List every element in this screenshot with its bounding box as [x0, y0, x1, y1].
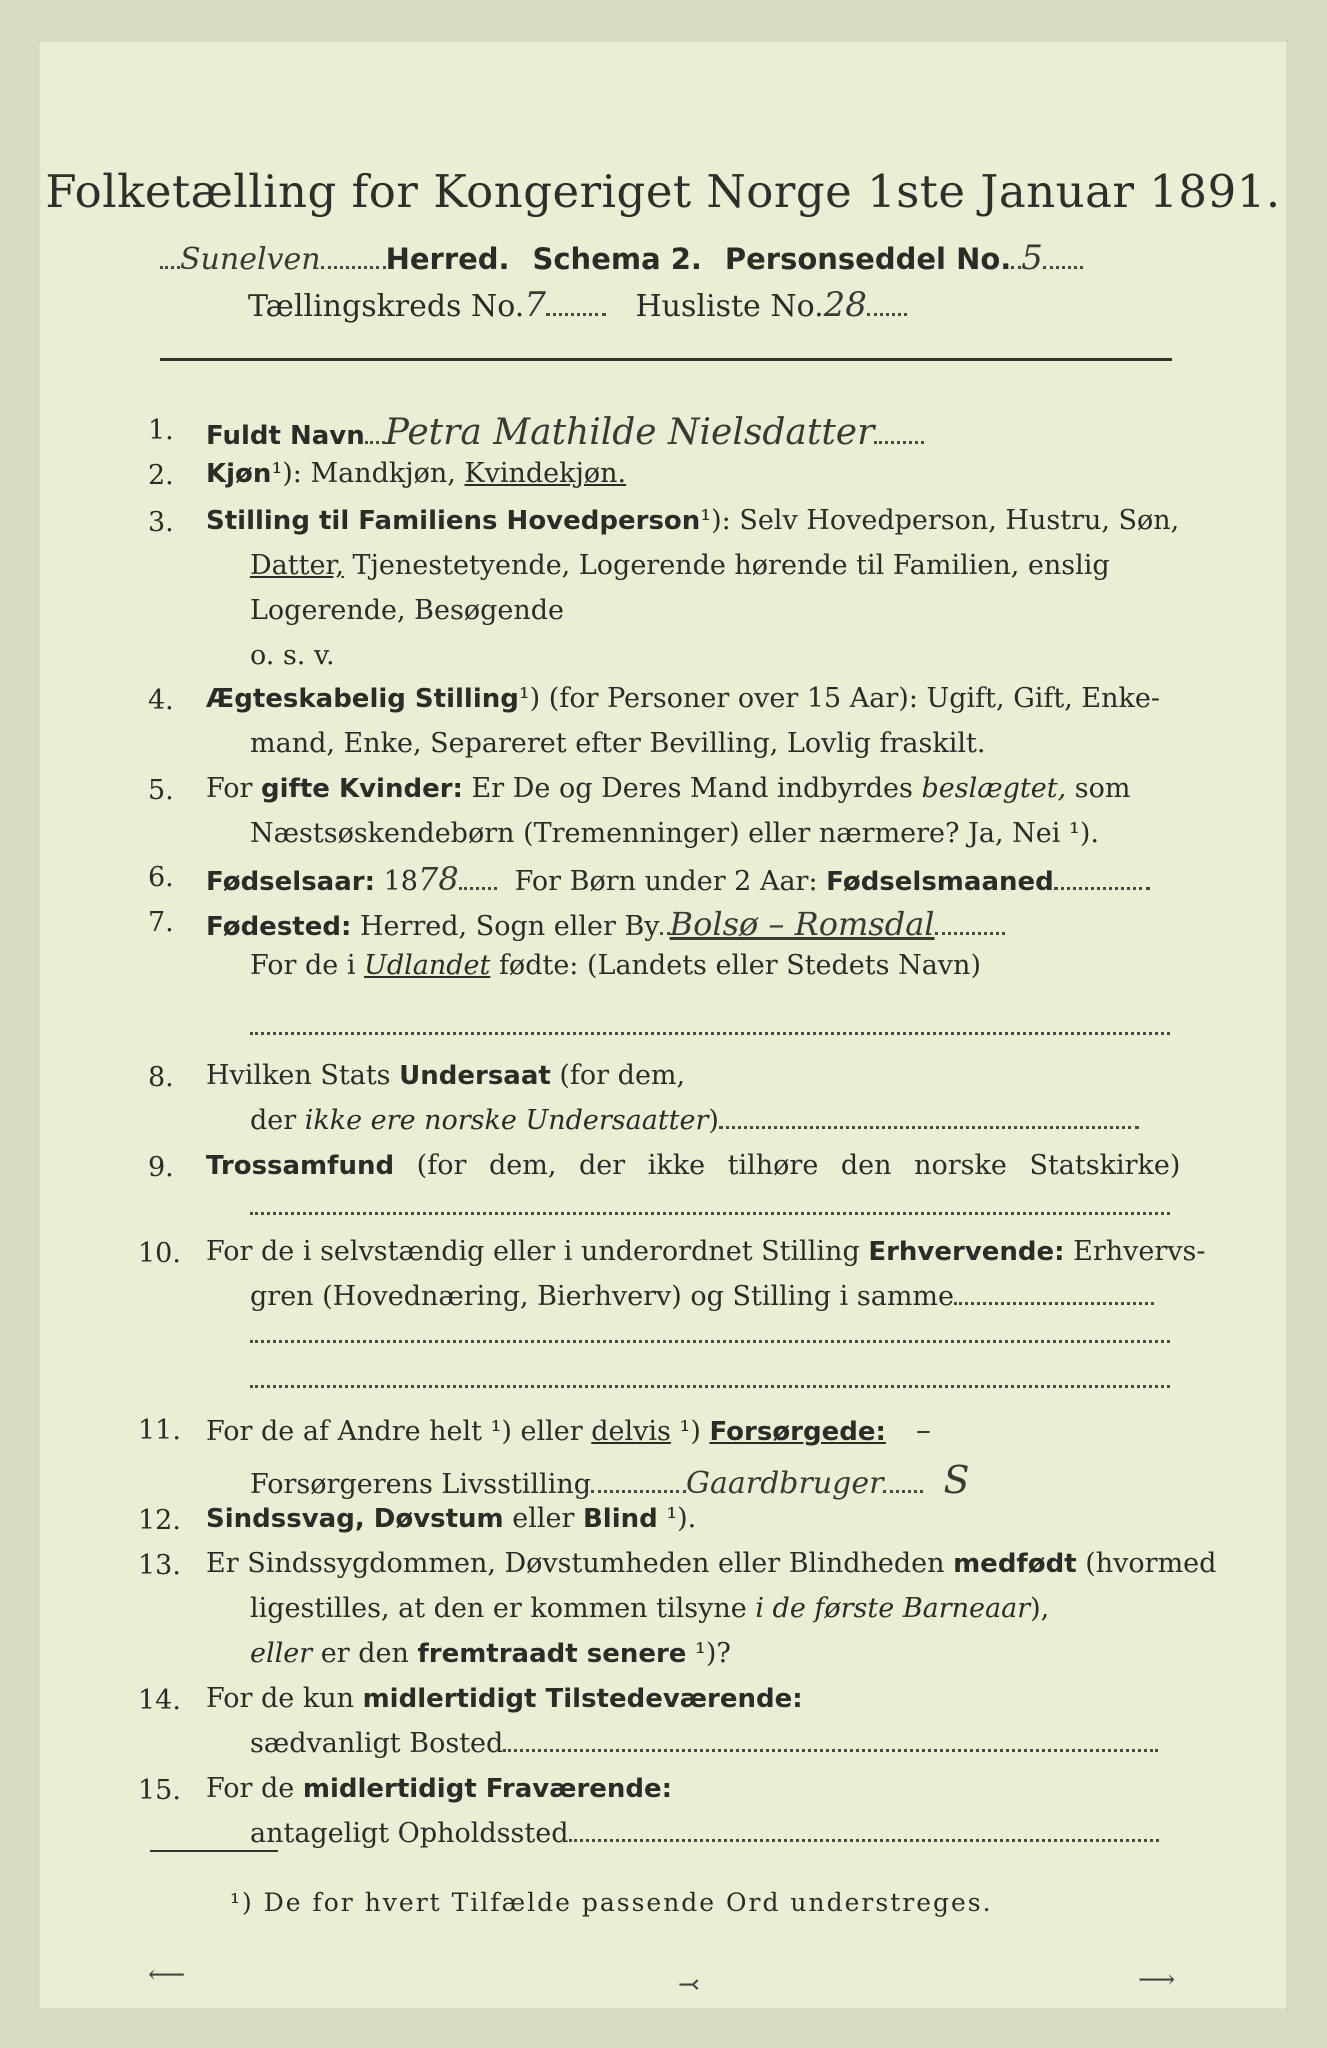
item-9-line-1: Trossamfund (for dem, der ikke tilhøre den norske Statskirke): [206, 1150, 1181, 1181]
item-13-line-3: eller er den fremtraadt senere ¹)?: [250, 1638, 731, 1669]
item-6-value: 78: [417, 860, 459, 898]
item-3-label: Stilling til Familiens Hovedperson: [206, 506, 701, 536]
item-11-line-1: For de af Andre helt ¹) eller delvis ¹) Forsørgede: –: [206, 1413, 931, 1448]
item-2-gender: Kjøn¹): Mandkjøn, Kvindekjøn.: [206, 458, 627, 489]
item-14-label: midlertidigt Tilstedeværende:: [362, 1684, 803, 1714]
item-13-line-1: Er Sindssygdommen, Døvstumheden eller Blindheden medfødt (hvormed: [206, 1548, 1217, 1579]
item-8-line-1: Hvilken Stats Undersaat (for dem,: [206, 1060, 686, 1091]
item-6-number: 6.: [148, 862, 174, 893]
census-form-page: [38, 40, 1288, 2010]
item-15-number: 15.: [138, 1775, 181, 1806]
item-6-label-2: Fødselsmaaned: [826, 867, 1054, 897]
item-15-line-2: antageligt Opholdssted: [250, 1818, 1159, 1849]
item-3-line-1: Stilling til Familiens Hovedperson¹): Selv Hovedperson, Hustru, Søn,: [206, 505, 1180, 536]
herred-value: Sunelven: [180, 242, 321, 277]
footnote-rule: [150, 1850, 278, 1852]
item-7-value: Bolsø – Romsdal: [669, 905, 935, 943]
item-14-number: 14.: [138, 1685, 181, 1716]
item-13-line-2: ligestilles, at den er kommen tilsyne i de første Barneaar),: [250, 1593, 1050, 1624]
item-9-number: 9.: [148, 1152, 174, 1183]
item-5-line-1: For gifte Kvinder: Er De og Deres Mand indbyrdes beslægtet, som: [206, 773, 1131, 804]
item-3-number: 3.: [148, 507, 174, 538]
item-9-blank-line: [250, 1212, 1170, 1215]
item-3-line-4: o. s. v.: [250, 640, 335, 671]
item-8-number: 8.: [148, 1062, 174, 1093]
center-mark: ⤙: [678, 1970, 700, 2000]
personseddel-value: 5: [1021, 238, 1043, 278]
item-3-line-3: Logerende, Besøgende: [250, 595, 564, 626]
header-rule: [160, 358, 1172, 361]
item-12-label: Sindssvag, Døvstum: [206, 1504, 504, 1534]
corner-mark-left: ⟵: [148, 1960, 186, 1990]
item-4-line-1: Ægteskabelig Stilling¹) (for Personer over 15 Aar): Ugift, Gift, Enke-: [206, 683, 1160, 714]
item-5-label: gifte Kvinder:: [261, 774, 463, 804]
item-5-number: 5.: [148, 775, 174, 806]
item-10-number: 10.: [138, 1238, 181, 1269]
item-2-number: 2.: [148, 460, 174, 491]
item-7-label: Fødested:: [206, 912, 352, 942]
kreds-label: Tællingskreds No.: [248, 289, 525, 324]
item-1-value: Petra Mathilde Nielsdatter: [384, 412, 875, 453]
item-10-label: Erhvervende:: [868, 1237, 1065, 1267]
item-8-line-2: der ikke ere norske Undersaatter): [250, 1105, 1139, 1136]
item-9-label: Trossamfund: [206, 1151, 395, 1181]
herred-line: [160, 238, 1083, 278]
item-10-blank-line-2: [250, 1385, 1170, 1388]
item-5-line-2: Næstsøskendebørn (Tremenninger) eller nærmere? Ja, Nei ¹).: [250, 818, 1099, 849]
husliste-label: Husliste No.: [635, 289, 824, 324]
item-4-label: Ægteskabelig Stilling: [206, 684, 519, 714]
item-8-label: Undersaat: [399, 1061, 551, 1091]
item-11-mark: S: [943, 1458, 970, 1502]
schema-label: Schema 2.: [532, 242, 702, 276]
item-11-provider-value: Gaardbruger: [686, 1466, 884, 1501]
item-11-label: Forsørgede:: [709, 1417, 886, 1447]
item-1-number: 1.: [148, 415, 174, 446]
husliste-value: 28: [823, 285, 867, 325]
item-3-selected: Datter,: [250, 550, 344, 581]
herred-label: Herred.: [385, 242, 510, 276]
item-10-line-1: For de i selvstændig eller i underordnet Stilling Erhvervende: Erhvervs-: [206, 1236, 1206, 1267]
item-1-label: Fuldt Navn: [206, 421, 365, 451]
item-10-line-2: gren (Hovednæring, Bierhverv) og Stilling i samme: [250, 1281, 1154, 1312]
item-3-line-2: Datter, Tjenestetyende, Logerende hørende til Familien, enslig: [250, 550, 1110, 581]
item-2-label: Kjøn: [206, 459, 272, 489]
item-7-line-1: Fødested: Herred, Sogn eller By Bolsø – Romsdal: [206, 905, 1005, 943]
item-11-value: –: [915, 1413, 931, 1448]
footnote: ¹) De for hvert Tilfælde passende Ord understreges.: [230, 1888, 993, 1917]
item-14-line-1: For de kun midlertidigt Tilstedeværende:: [206, 1683, 803, 1714]
item-12-line: Sindssvag, Døvstum eller Blind ¹).: [206, 1503, 697, 1534]
item-11-number: 11.: [138, 1415, 181, 1446]
kreds-value: 7: [524, 285, 546, 325]
kreds-line: [248, 285, 907, 325]
item-4-line-2: mand, Enke, Separeret efter Bevilling, Lovlig fraskilt.: [250, 728, 986, 759]
item-7-number: 7.: [148, 907, 174, 938]
item-7-line-2: For de i Udlandet fødte: (Landets eller Stedets Navn): [250, 950, 981, 981]
corner-mark-right: ⟶: [1138, 1965, 1176, 1995]
item-12-number: 12.: [138, 1505, 181, 1536]
item-10-blank-line-1: [250, 1340, 1170, 1343]
form-title: Folketælling for Kongeriget Norge 1ste Januar 1891.: [45, 165, 1281, 218]
item-1-name: [206, 412, 924, 453]
item-6-birthyear: Fødselsaar: 1878 For Børn under 2 Aar: Fødselsmaaned: [206, 860, 1150, 898]
item-15-label: midlertidigt Fraværende:: [302, 1774, 673, 1804]
personseddel-label: Personseddel No.: [724, 242, 1012, 276]
item-6-label: Fødselsaar:: [206, 867, 375, 897]
item-13-number: 13.: [138, 1550, 181, 1581]
item-13-label: medfødt: [953, 1549, 1077, 1579]
item-14-line-2: sædvanligt Bosted: [250, 1728, 1158, 1759]
item-2-selected: Kvindekjøn.: [464, 458, 627, 489]
item-15-line-1: For de midlertidigt Fraværende:: [206, 1773, 673, 1804]
item-11-line-2: Forsørgerens Livsstilling Gaardbruger S: [250, 1458, 970, 1502]
item-4-number: 4.: [148, 685, 174, 716]
item-7-blank-line: [250, 1032, 1170, 1035]
